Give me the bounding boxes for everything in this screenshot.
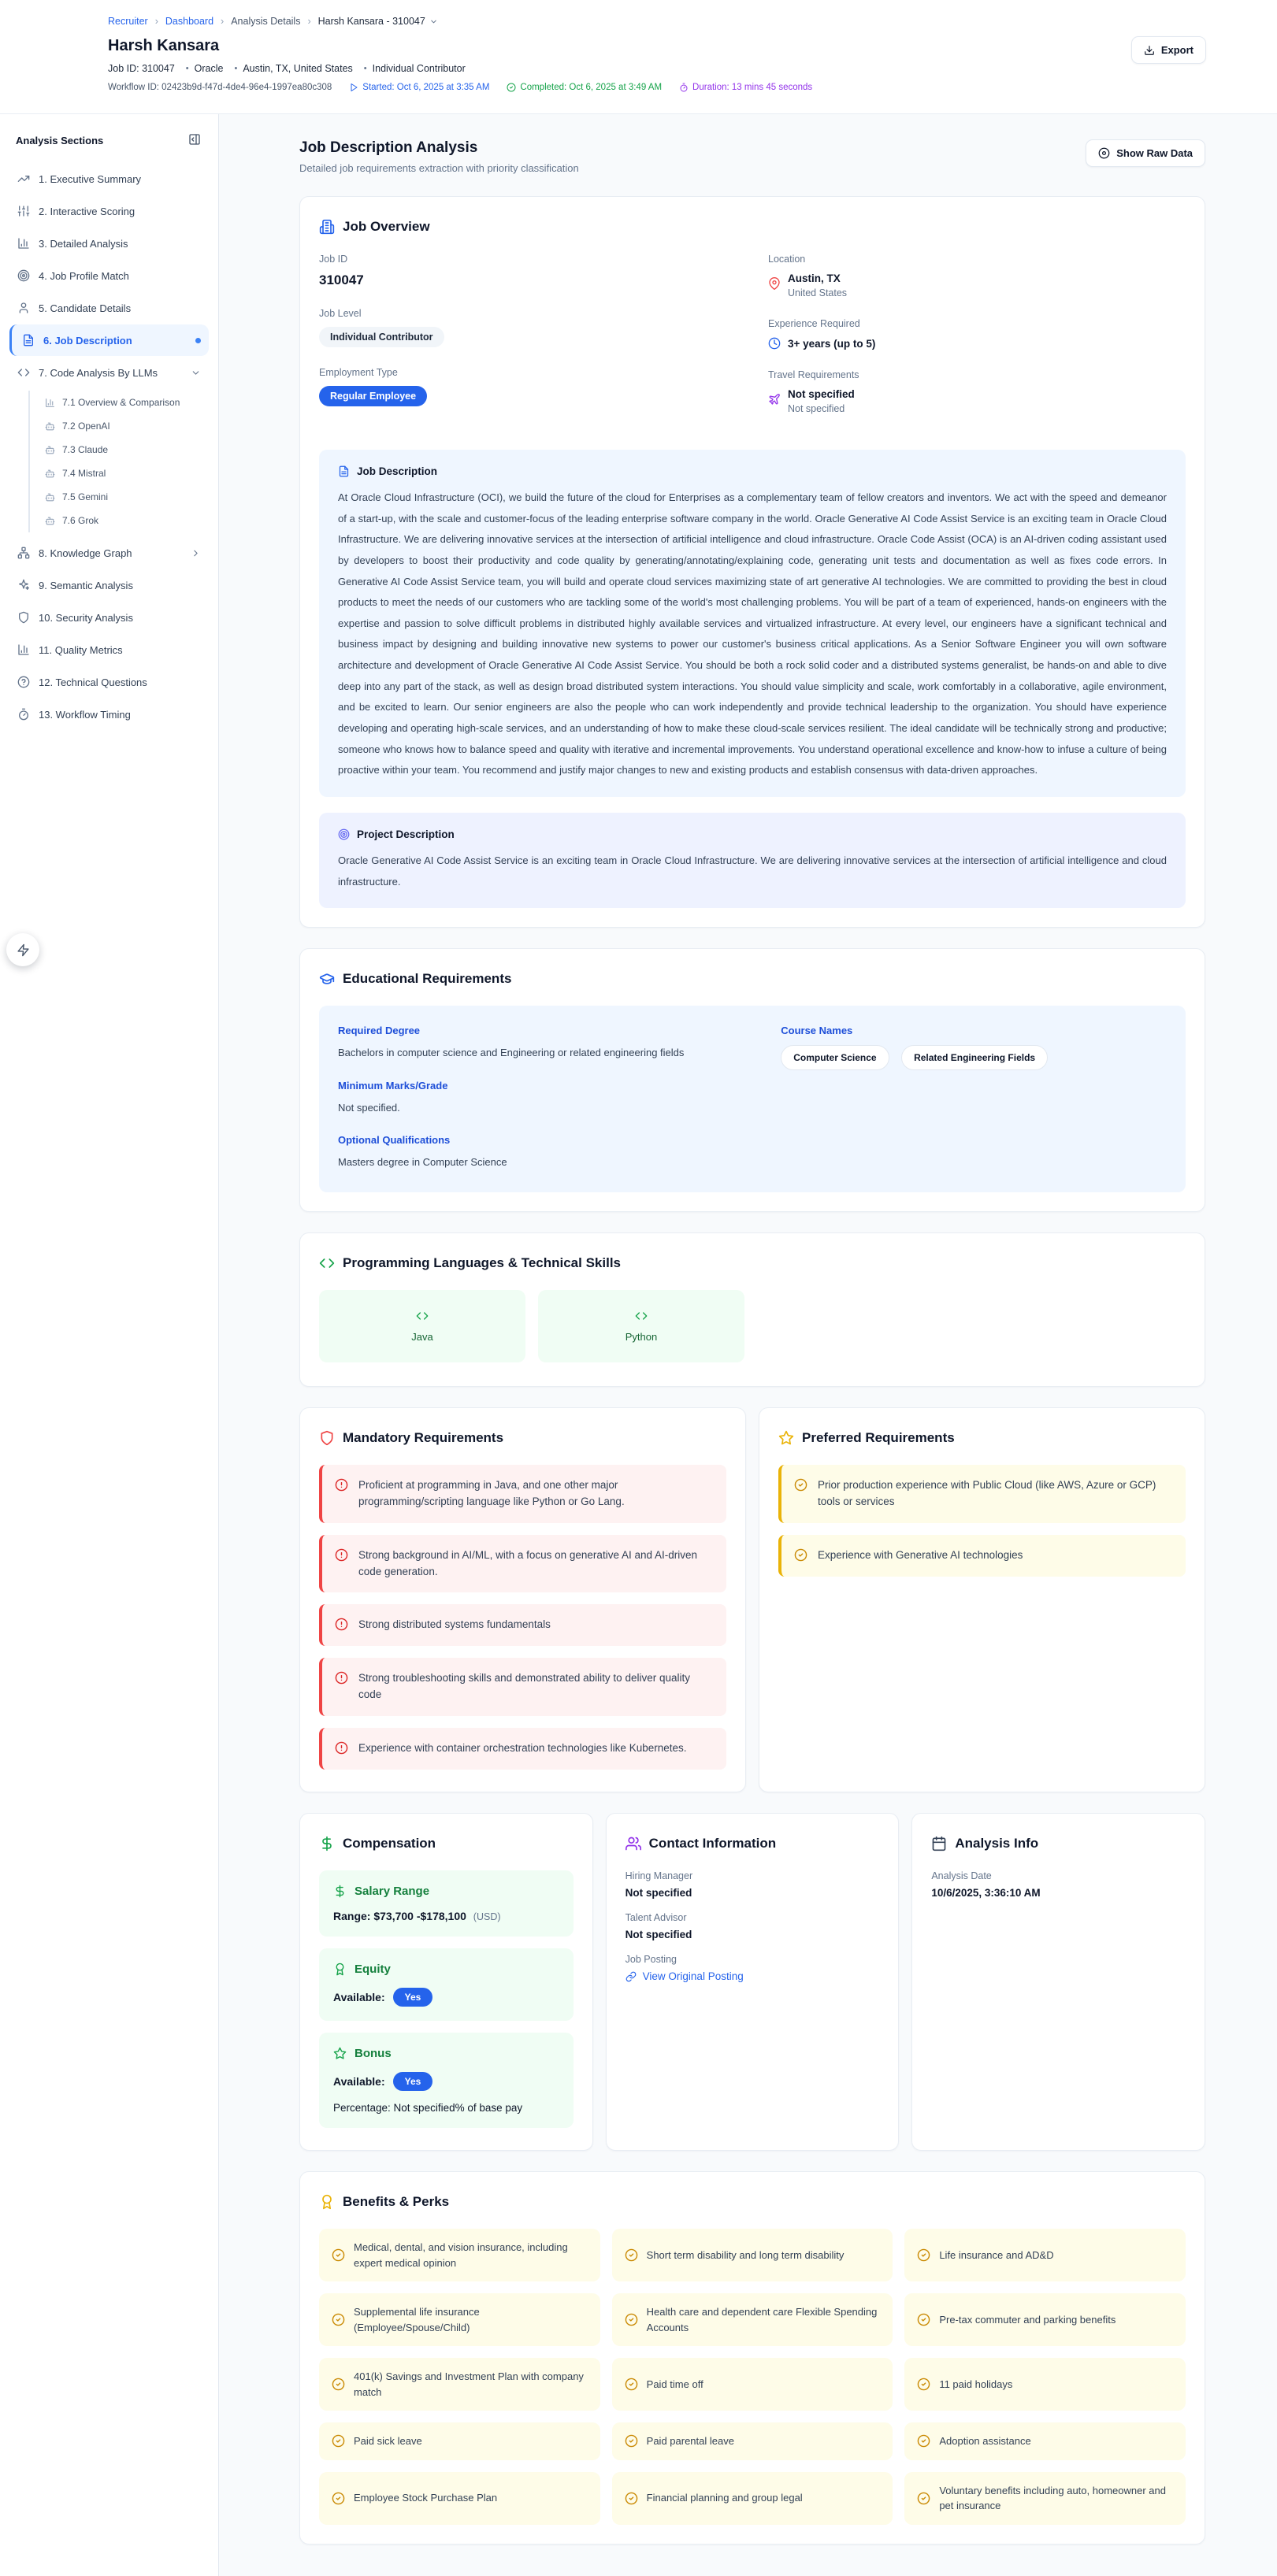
quick-actions-button[interactable] xyxy=(6,933,39,966)
check-circle-icon xyxy=(507,83,516,92)
bot-icon xyxy=(45,421,55,432)
job-level-field: Job Level Individual Contributor xyxy=(319,308,737,347)
analysis-info-title: Analysis Info xyxy=(931,1836,1186,1851)
code-icon xyxy=(635,1310,648,1322)
alert-circle-icon xyxy=(335,1548,348,1562)
alert-circle-icon xyxy=(335,1618,348,1631)
workflow-id: Workflow ID: 02423b9d-f47d-4de4-96e4-1997ea80c308 xyxy=(108,83,332,92)
award-icon xyxy=(319,2194,335,2210)
location-country: United States xyxy=(788,287,848,298)
sidebar-subitem-openai[interactable] xyxy=(40,414,209,438)
check-circle-icon xyxy=(332,2248,345,2262)
sidebar-subitem-label: 7.1 Overview & Comparison xyxy=(62,397,180,408)
alert-circle-icon xyxy=(335,1671,348,1685)
analysis-info-card xyxy=(911,1813,1205,2151)
preferred-requirements-card xyxy=(759,1407,1205,1792)
mandatory-requirement-item: Strong background in AI/ML, with a focus on generative AI and AI-driven code generation. xyxy=(319,1535,726,1593)
breadcrumb-separator: › xyxy=(221,16,225,27)
bar-chart-icon xyxy=(17,237,30,250)
bar-chart-icon xyxy=(17,643,30,656)
check-circle-icon xyxy=(917,2378,930,2391)
course-names-label: Course Names xyxy=(781,1025,853,1037)
job-level-badge: Individual Contributor xyxy=(319,327,444,347)
meta-location: • Austin, TX, United States xyxy=(234,63,353,74)
page-title: Harsh Kansara xyxy=(108,37,220,54)
check-circle-icon xyxy=(917,2248,930,2262)
sidebar-item-technical-questions[interactable] xyxy=(9,666,209,698)
check-circle-icon xyxy=(625,2434,638,2448)
code-icon xyxy=(17,366,30,379)
sidebar-item-label: 3. Detailed Analysis xyxy=(39,237,128,250)
user-icon xyxy=(17,302,30,314)
play-icon xyxy=(349,83,358,92)
check-circle-icon xyxy=(794,1478,807,1492)
benefit-item: Paid time off xyxy=(612,2358,893,2411)
award-icon xyxy=(333,1963,347,1976)
hiring-manager-value: Not specified xyxy=(625,1887,692,1900)
talent-advisor-label: Talent Advisor xyxy=(625,1912,687,1924)
job-description-box: Job Description At Oracle Cloud Infrastructure (OCI), we build the future of the cloud for Enterprises as a complementary team of fellow creators and inventors. We act with the speed and demeanor of a start-up, with the scale and customer-focus of the leading enterprise software company in the world. Oracle Generative AI Code Assist Service is an exciting team in Oracle Cloud Infrastructure. We are delivering innovative services at the intersection of artificial intelligence and cloud infrastructure. Oracle Code Assist (OCA) is an AI-driven coding assistant used by developers to boost their productivity and code quality by generating/annotating/explaining code, generating unit tests and documentation as well as fixes code errors. In Generative AI Code Assist Service team, you will build and operate cloud services maximizing state of art generative AI technologies. We are committed to providing the best in cloud products to meet the needs of our customers who are tackling some of the world's most challenging problems. You will be part of a team of experienced, hands-on engineers with the expertise and passion to solve difficult problems in distributed highly available services and virtualized infrastructure. At every level, our engineers have a significant technical and business impact by designing and building innovative new systems to power our customer's business critical applications. As a Senior Software Engineer you will own software architecture and development of Oracle Generative AI Code Assist Service. You should be both a rock solid coder and a distributed systems generalist, be hands-on and able to dive deep into any part of the stack, as well as design broad distributed system interactions. You should value simplicity and scale, work comfortably in a collaborative, agile environment, and be excited to learn. Our senior engineers are also the people who can work independently and provide technical leadership to the organization. You should have experience developing and operating high-scale services, and an understanding of how to make these cloud-scale services resilient. The ideal candidate will be technically strong and productive; someone who knows how to balance speed and quality with iterative and incremental improvements. You understand operational excellence and know-how to infuse a culture of being proactive within your team. You recommend and justify major changes to new and existing products and establish consensus with data-driven approaches. xyxy=(319,450,1186,797)
building-icon xyxy=(319,219,335,235)
sidebar-item-semantic-analysis[interactable] xyxy=(9,569,209,601)
sidebar-item-label: 10. Security Analysis xyxy=(39,611,133,624)
active-indicator-dot xyxy=(195,338,201,343)
sidebar-item-label: 13. Workflow Timing xyxy=(39,708,131,721)
check-circle-icon xyxy=(625,2313,638,2326)
meta-job-id: Job ID: 310047 xyxy=(108,63,175,74)
plane-icon xyxy=(768,393,781,406)
benefit-item: Health care and dependent care Flexible Spending Accounts xyxy=(612,2293,893,2346)
benefit-item: Paid sick leave xyxy=(319,2422,600,2460)
benefit-item: Short term disability and long term disability xyxy=(612,2229,893,2281)
benefit-item: Employee Stock Purchase Plan xyxy=(319,2472,600,2525)
educational-requirements-card xyxy=(299,948,1205,1212)
breadcrumb-recruiter[interactable]: Recruiter xyxy=(108,16,148,27)
experience-value: 3+ years (up to 5) xyxy=(788,337,876,350)
mandatory-requirement-item: Experience with container orchestration technologies like Kubernetes. xyxy=(319,1728,726,1770)
contact-title: Contact Information xyxy=(626,1836,880,1851)
equity-available-badge: Yes xyxy=(393,1988,433,2007)
sidebar-subitem-overview-comparison[interactable] xyxy=(40,391,209,414)
sidebar-subitem-label: 7.5 Gemini xyxy=(62,491,109,502)
sidebar-item-label: 12. Technical Questions xyxy=(39,676,147,688)
workflow-started: Started: Oct 6, 2025 at 3:35 AM xyxy=(349,83,489,92)
bar-chart-icon xyxy=(45,398,55,408)
skill-tile-python: Python xyxy=(538,1290,744,1362)
target-icon xyxy=(17,269,30,282)
workflow-completed: Completed: Oct 6, 2025 at 3:49 AM xyxy=(507,83,662,92)
alert-circle-icon xyxy=(335,1741,348,1755)
sidebar-item-label: 8. Knowledge Graph xyxy=(39,547,132,559)
sparkles-icon xyxy=(17,579,30,591)
optional-qualifications-label: Optional Qualifications xyxy=(338,1134,451,1147)
top-header xyxy=(0,0,1277,114)
export-button[interactable]: Export xyxy=(1131,36,1206,64)
calendar-icon xyxy=(931,1836,947,1851)
file-text-icon xyxy=(338,465,350,477)
job-meta-row xyxy=(108,63,1206,74)
lightning-icon xyxy=(17,943,30,957)
sidebar-item-label: 5. Candidate Details xyxy=(39,302,132,314)
meta-level: • Individual Contributor xyxy=(363,63,466,74)
sidebar-item-label: 6. Job Description xyxy=(43,334,132,347)
preferred-requirement-item: Experience with Generative AI technologies xyxy=(778,1535,1186,1577)
bot-icon xyxy=(45,445,55,455)
sidebar-item-label: 1. Executive Summary xyxy=(39,172,142,185)
analysis-sections-sidebar xyxy=(0,114,219,2576)
job-id-field: Job ID 310047 xyxy=(319,254,737,288)
sidebar-item-job-description[interactable] xyxy=(9,324,209,356)
optional-qualifications-value: Masters degree in Computer Science xyxy=(338,1156,507,1169)
job-overview-card xyxy=(299,196,1205,928)
sidebar-subitem-gemini[interactable] xyxy=(40,485,209,509)
benefits-card xyxy=(299,2171,1205,2544)
sidebar-item-label: 2. Interactive Scoring xyxy=(39,205,135,217)
bonus-box: Bonus Available: Yes Percentage: Not specified% of base pay xyxy=(319,2033,574,2128)
sidebar-subitem-label: 7.6 Grok xyxy=(62,515,99,526)
workflow-duration: Duration: 13 mins 45 seconds xyxy=(679,83,812,92)
benefit-item: 401(k) Savings and Investment Plan with company match xyxy=(319,2358,600,2411)
breadcrumb xyxy=(108,16,1206,27)
hiring-manager-label: Hiring Manager xyxy=(625,1870,693,1882)
meta-company: • Oracle xyxy=(185,63,224,74)
salary-range-value: Range: $73,700 -$178,100 (USD) xyxy=(333,1910,501,1923)
preferred-title: Preferred Requirements xyxy=(778,1430,1186,1446)
skill-tile-java: Java xyxy=(319,1290,525,1362)
mandatory-title: Mandatory Requirements xyxy=(319,1430,726,1446)
check-circle-icon xyxy=(625,2492,638,2505)
trending-up-icon xyxy=(17,172,30,185)
graduation-cap-icon xyxy=(319,971,335,987)
benefit-item: Paid parental leave xyxy=(612,2422,893,2460)
workflow-status-row xyxy=(108,83,1206,92)
chevron-down-icon xyxy=(191,368,201,378)
sidebar-item-label: 4. Job Profile Match xyxy=(39,269,129,282)
breadcrumb-current[interactable]: Harsh Kansara - 310047 xyxy=(318,16,438,27)
course-chip: Related Engineering Fields xyxy=(901,1045,1048,1070)
job-posting-label: Job Posting xyxy=(625,1954,677,1966)
contact-information-card xyxy=(606,1813,900,2151)
skills-card xyxy=(299,1232,1205,1387)
bot-icon xyxy=(45,492,55,502)
sidebar-item-detailed-analysis[interactable] xyxy=(9,228,209,259)
star-icon xyxy=(778,1430,794,1446)
bot-icon xyxy=(45,516,55,526)
code-icon xyxy=(319,1255,335,1271)
talent-advisor-value: Not specified xyxy=(625,1929,692,1941)
breadcrumb-dashboard[interactable]: Dashboard xyxy=(165,16,214,27)
check-circle-icon xyxy=(332,2378,345,2391)
sidebar-subitem-label: 7.3 Claude xyxy=(62,444,109,455)
minimum-marks-value: Not specified. xyxy=(338,1101,400,1114)
sliders-icon xyxy=(17,205,30,217)
download-icon xyxy=(1144,45,1155,56)
breadcrumb-analysis-details: Analysis Details xyxy=(231,16,301,27)
benefits-title: Benefits & Perks xyxy=(319,2194,1186,2210)
required-degree-label: Required Degree xyxy=(338,1025,421,1037)
view-original-posting-link[interactable]: View Original Posting xyxy=(626,1970,880,1982)
main-content xyxy=(219,114,1277,2576)
skills-title: Programming Languages & Technical Skills xyxy=(319,1255,1186,1271)
file-text-icon xyxy=(22,334,35,347)
educational-title: Educational Requirements xyxy=(319,971,1186,987)
chevron-down-icon xyxy=(429,17,438,26)
check-circle-icon xyxy=(625,2378,638,2391)
sidebar-item-label: 7. Code Analysis By LLMs xyxy=(39,366,158,379)
dollar-icon xyxy=(319,1836,335,1851)
breadcrumb-separator: › xyxy=(154,16,158,27)
check-circle-icon xyxy=(917,2313,930,2326)
sidebar-item-candidate-details[interactable] xyxy=(9,292,209,324)
llm-subsection xyxy=(28,391,209,532)
benefit-item: Life insurance and AD&D xyxy=(904,2229,1186,2281)
sidebar-item-interactive-scoring[interactable] xyxy=(9,195,209,227)
panel-collapse-icon xyxy=(188,133,201,146)
employment-type-field: Employment Type Regular Employee xyxy=(319,367,737,406)
show-raw-data-button[interactable]: Show Raw Data xyxy=(1086,139,1205,167)
benefit-item: Adoption assistance xyxy=(904,2422,1186,2460)
check-circle-icon xyxy=(917,2492,930,2505)
dollar-icon xyxy=(333,1885,347,1898)
timer-icon xyxy=(679,83,689,92)
circle-dot-icon xyxy=(1098,147,1110,159)
location-city: Austin, TX xyxy=(788,272,841,284)
project-description-box: Project Description Oracle Generative AI Code Assist Service is an exciting team in Oracle Cloud Infrastructure. We are delivering innovative services at the intersection of artificial intelligence and cloud infrastructure. xyxy=(319,813,1186,908)
shield-icon xyxy=(319,1430,335,1446)
sidebar-collapse-button[interactable] xyxy=(187,132,202,150)
check-circle-icon xyxy=(332,2492,345,2505)
travel-field: Travel Requirements Not specified Not specified xyxy=(768,369,859,414)
experience-field: Experience Required 3+ years (up to 5) xyxy=(768,318,876,350)
benefit-item: Financial planning and group legal xyxy=(612,2472,893,2525)
sidebar-subitem-mistral[interactable] xyxy=(40,461,209,485)
sidebar-item-quality-metrics[interactable] xyxy=(9,634,209,665)
equity-box: Equity Available: Yes xyxy=(319,1948,574,2021)
benefit-item: Medical, dental, and vision insurance, including expert medical opinion xyxy=(319,2229,600,2281)
chevron-right-icon xyxy=(191,548,201,558)
check-circle-icon xyxy=(625,2248,638,2262)
mandatory-requirements-card xyxy=(299,1407,746,1792)
compensation-title: Compensation xyxy=(319,1836,574,1851)
sidebar-subitem-label: 7.4 Mistral xyxy=(62,468,106,479)
check-circle-icon xyxy=(917,2434,930,2448)
required-degree-value: Bachelors in computer science and Engineering or related engineering fields xyxy=(338,1047,685,1059)
users-icon xyxy=(626,1836,641,1851)
travel-note: Not specified xyxy=(788,403,845,414)
breadcrumb-separator: › xyxy=(307,16,311,27)
sidebar-subitem-claude[interactable] xyxy=(40,438,209,461)
mandatory-requirement-item: Strong troubleshooting skills and demonstrated ability to deliver quality code xyxy=(319,1658,726,1716)
benefit-item: 11 paid holidays xyxy=(904,2358,1186,2411)
job-overview-title: Job Overview xyxy=(319,219,1186,235)
map-pin-icon xyxy=(768,277,781,290)
check-circle-icon xyxy=(794,1548,807,1562)
section-title: Job Description Analysis xyxy=(299,139,478,156)
network-icon xyxy=(17,547,30,559)
sidebar-item-code-analysis[interactable] xyxy=(9,357,209,388)
travel-value: Not specified xyxy=(788,388,855,400)
target-icon xyxy=(338,828,350,840)
sidebar-item-label: 11. Quality Metrics xyxy=(39,643,123,656)
help-circle-icon xyxy=(17,676,30,688)
timer-icon xyxy=(17,708,30,721)
location-field: Location Austin, TX United States xyxy=(768,254,848,298)
bonus-percentage: Percentage: Not specified% of base pay xyxy=(333,2102,523,2115)
bot-icon xyxy=(45,469,55,479)
alert-circle-icon xyxy=(335,1478,348,1492)
sidebar-item-label: 9. Semantic Analysis xyxy=(39,579,133,591)
mandatory-requirement-item: Strong distributed systems fundamentals xyxy=(319,1604,726,1646)
analysis-date-label: Analysis Date xyxy=(931,1870,992,1882)
job-id-value: 310047 xyxy=(319,272,364,287)
sidebar-item-workflow-timing[interactable] xyxy=(9,699,209,730)
sidebar-subitem-label: 7.2 OpenAI xyxy=(62,421,110,432)
project-description-text: Oracle Generative AI Code Assist Service is an exciting team in Oracle Cloud Infrastructure. We are delivering innovative services at the intersection of artificial intelligence and cloud infrastructure. xyxy=(338,854,1167,888)
employment-type-badge: Regular Employee xyxy=(319,386,427,406)
check-circle-icon xyxy=(332,2434,345,2448)
link-icon xyxy=(626,1971,637,1982)
section-subtitle: Detailed job requirements extraction with priority classification xyxy=(299,162,579,174)
check-circle-icon xyxy=(332,2313,345,2326)
minimum-marks-label: Minimum Marks/Grade xyxy=(338,1079,448,1092)
code-icon xyxy=(416,1310,429,1322)
preferred-requirement-item: Prior production experience with Public Cloud (like AWS, Azure or GCP) tools or services xyxy=(778,1465,1186,1523)
job-description-text: At Oracle Cloud Infrastructure (OCI), we build the future of the cloud for Enterprises as a complementary team of fellow creators and inventors. We act with the speed and demeanor of a start-up, with the scale and customer-focus of the leading enterprise software company in the world. Oracle Generative AI Code Assist Service is an exciting team in Oracle Cloud Infrastructure. We are delivering innovative services at the intersection of artificial intelligence and cloud infrastructure. Oracle Code Assist (OCA) is an AI-driven coding assistant used by developers to boost their productivity and code quality by generating/annotating/explaining code, generating unit tests and documentation as well as fixes code errors. In Generative AI Code Assist Service team, you will build and operate cloud services maximizing state of art generative AI technologies. We are committed to providing the best in cloud products to meet the needs of our customers who are tackling some of the world's most challenging problems. You will be part of a team of experienced, hands-on engineers with the expertise and passion to solve difficult problems in distributed highly available services and virtualized infrastructure. At every level, our engineers have a significant technical and business impact by designing and building innovative new systems to power our customer's business critical applications. As a Senior Software Engineer you will own software architecture and development of Oracle Generative AI Code Assist Service. You should be both a rock solid coder and a distributed systems generalist, be hands-on and able to dive deep into any part of the stack, as well as design broad distributed system interactions. You should value simplicity and scale, work comfortably in a collaborative, agile environment, and be excited to learn. Our senior engineers are also the people who can work independently and provide technical leadership to the organization. You should have experience developing and operating high-scale services, and an understanding of how to make these cloud-scale services resilient. The ideal candidate will be technically strong and productive; someone who knows how to balance speed and quality with iterative and incremental improvements. You understand operational excellence and know-how to infuse a culture of being proactive within your team. You recommend and justify major changes to new and existing products and establish consensus with data-driven approaches. xyxy=(338,491,1167,777)
sidebar-item-knowledge-graph[interactable] xyxy=(9,537,209,569)
compensation-card xyxy=(299,1813,593,2151)
shield-icon xyxy=(17,611,30,624)
sidebar-item-job-profile-match[interactable] xyxy=(9,260,209,291)
sidebar-item-security-analysis[interactable] xyxy=(9,602,209,633)
clock-icon xyxy=(768,337,781,350)
sidebar-item-executive-summary[interactable] xyxy=(9,163,209,195)
analysis-date-value: 10/6/2025, 3:36:10 AM xyxy=(931,1887,1041,1900)
benefit-item: Voluntary benefits including auto, homeowner and pet insurance xyxy=(904,2472,1186,2525)
mandatory-requirement-item: Proficient at programming in Java, and one other major programming/scripting language like Python or Go Lang. xyxy=(319,1465,726,1523)
sidebar-title: Analysis Sections xyxy=(16,135,104,146)
benefit-item: Supplemental life insurance (Employee/Spouse/Child) xyxy=(319,2293,600,2346)
benefit-item: Pre-tax commuter and parking benefits xyxy=(904,2293,1186,2346)
bonus-available-badge: Yes xyxy=(393,2072,433,2091)
star-icon xyxy=(333,2047,347,2060)
course-chip: Computer Science xyxy=(781,1045,889,1070)
salary-range-box: Salary Range Range: $73,700 -$178,100 (USD) xyxy=(319,1870,574,1937)
sidebar-subitem-grok[interactable] xyxy=(40,509,209,532)
